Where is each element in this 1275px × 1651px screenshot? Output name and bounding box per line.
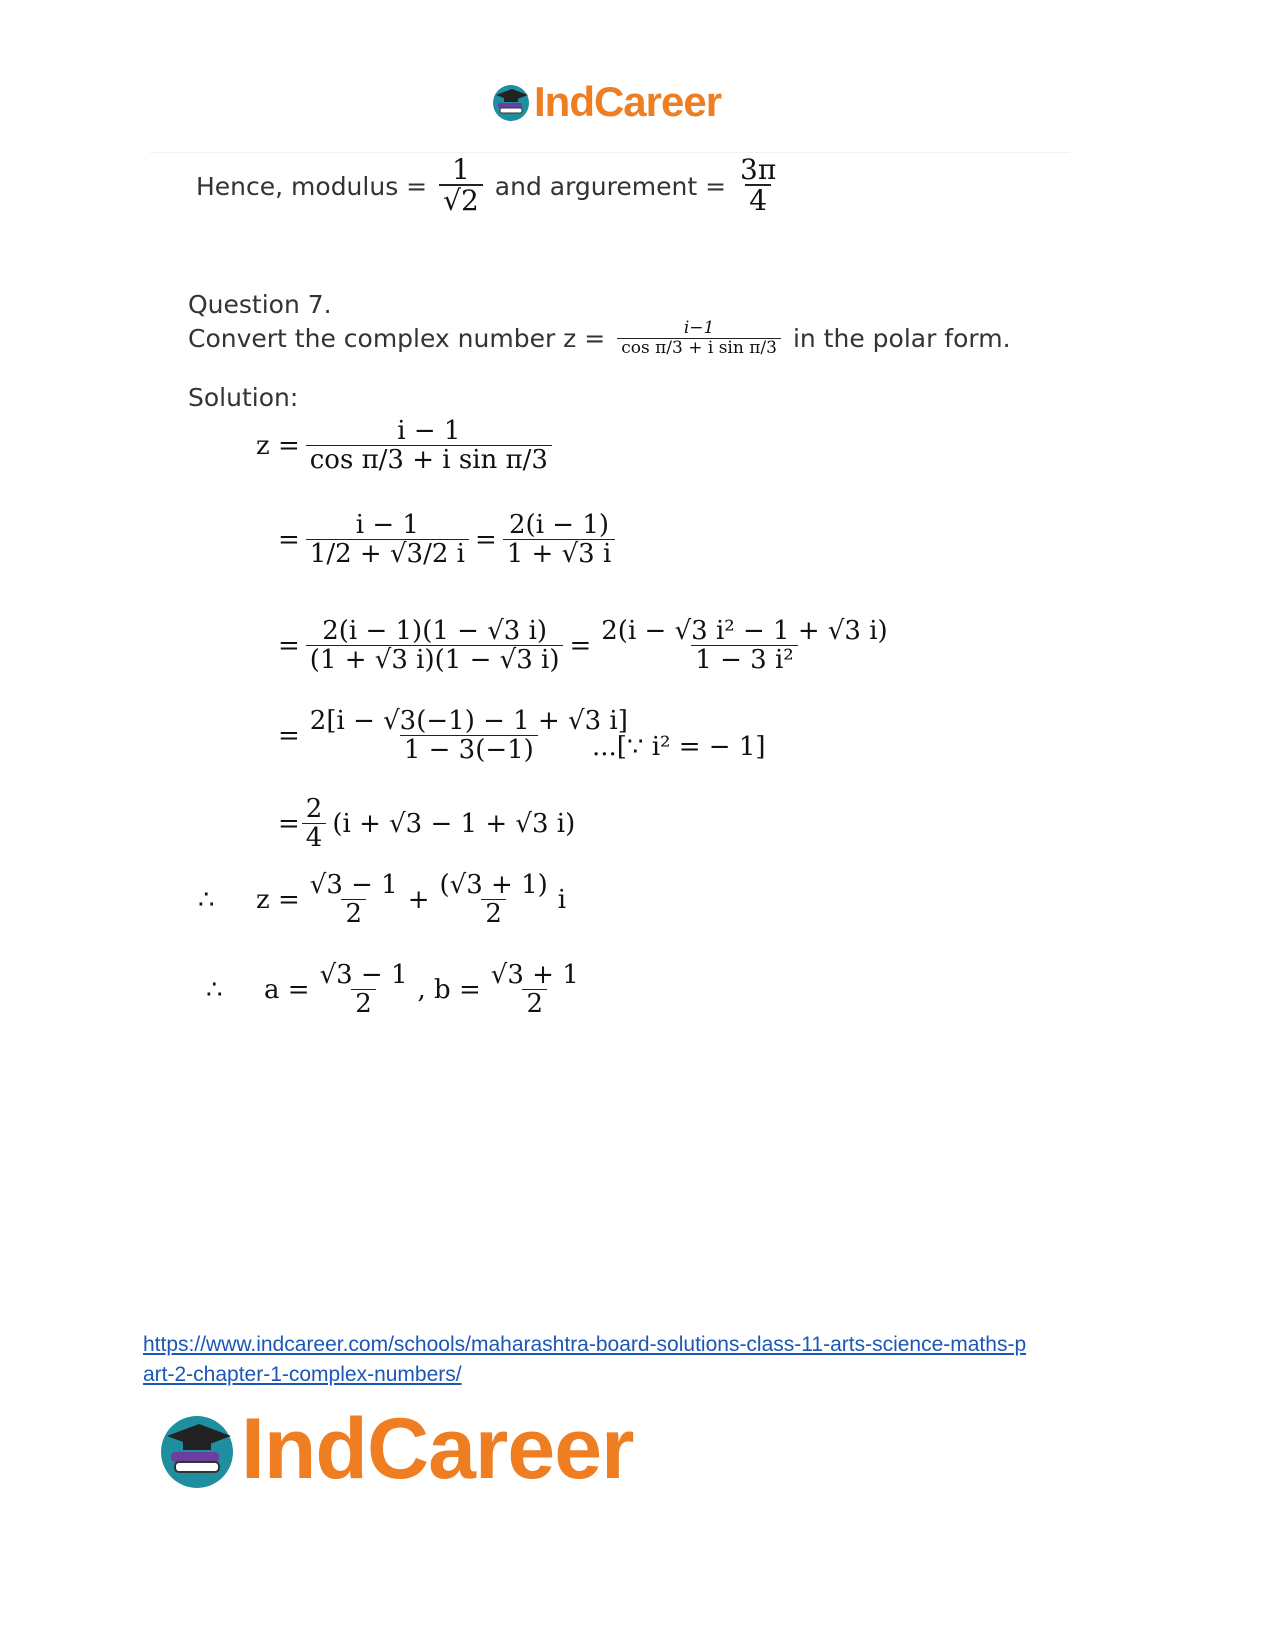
line3-equals-2: = [569, 631, 592, 662]
line4-denominator: 1 − 3(−1) [400, 735, 538, 765]
line7-a-lhs: a = [264, 975, 310, 1006]
solution-line-3 [278, 618, 898, 675]
line7-b-numerator: √3 + 1 [490, 960, 579, 990]
line6-lhs: z = [256, 885, 300, 916]
modulus-fraction [439, 155, 483, 217]
line3-numerator-1: 2(i − 1)(1 − √3 i) [322, 616, 548, 646]
line6-plus: + [407, 885, 430, 916]
solution-line-4 [278, 708, 638, 765]
line2-fraction-1 [306, 512, 469, 569]
question-text [188, 320, 1011, 358]
line1-denominator: cos π/3 + i sin π/3 [306, 445, 552, 475]
question-fraction [617, 320, 781, 358]
line6-numerator-1: √3 − 1 [309, 870, 398, 900]
solution-line-1 [256, 418, 558, 475]
line3-denominator-1: (1 + √3 i)(1 − √3 i) [306, 645, 564, 675]
solution-line-7 [206, 962, 589, 1019]
line3-fraction-2 [597, 618, 891, 675]
line3-fraction-1 [306, 618, 564, 675]
argument-denominator: 4 [745, 184, 771, 217]
line2-numerator-2: 2(i − 1) [509, 510, 610, 540]
graduation-cap-books-icon [155, 1408, 239, 1492]
footer-logo [155, 1400, 634, 1499]
question-text-before: Convert the complex number z = [188, 324, 606, 354]
solution-line-2 [278, 512, 621, 569]
answer-lead: Hence, modulus = [196, 171, 428, 201]
line1-fraction [306, 418, 552, 475]
line1-lhs: z = [256, 431, 300, 462]
line2-fraction-2 [503, 512, 616, 569]
line2-equals-2: = [474, 525, 497, 556]
previous-answer [196, 155, 790, 217]
line3-denominator-2: 1 − 3 i² [691, 645, 797, 675]
line6-fraction-1 [306, 872, 402, 929]
line7-b-fraction [487, 962, 583, 1019]
question-heading: Question 7. [188, 290, 332, 319]
line5-fraction [302, 796, 327, 853]
line4-equals: = [278, 721, 300, 752]
line6-tail: i [557, 885, 567, 916]
argument-fraction [736, 155, 780, 217]
line7-a-numerator: √3 − 1 [319, 960, 408, 990]
footer-link[interactable] [143, 1330, 1026, 1390]
answer-middle: and argurement = [494, 171, 727, 201]
line2-equals: = [278, 525, 300, 556]
line6-fraction-2 [436, 872, 552, 929]
modulus-denominator: √2 [439, 184, 483, 217]
line3-equals: = [278, 631, 300, 662]
line7-a-denominator: 2 [351, 989, 376, 1019]
header-divider [150, 152, 1070, 153]
line7-b-lhs: , b = [417, 975, 481, 1006]
line6-numerator-2: (√3 + 1) [439, 870, 548, 900]
footer-url-line-2[interactable]: art-2-chapter-1-complex-numbers/ [143, 1363, 462, 1386]
footer-logo-text: IndCareer [241, 1401, 634, 1497]
line7-therefore: ∴ [206, 975, 223, 1006]
question-numerator: i−1 [683, 318, 715, 338]
question-denominator: cos π/3 + i sin π/3 [617, 338, 781, 358]
line1-numerator: i − 1 [397, 416, 461, 446]
question-text-after: in the polar form. [792, 324, 1011, 354]
graduation-cap-books-icon [490, 81, 532, 123]
line2-denominator-2: 1 + √3 i [503, 539, 616, 569]
solution-line-5 [278, 796, 575, 853]
modulus-numerator: 1 [452, 153, 470, 186]
line5-denominator: 4 [302, 823, 327, 853]
line5-rest: (i + √3 − 1 + √3 i) [332, 809, 576, 840]
line2-denominator-1: 1/2 + √3/2 i [306, 539, 469, 569]
solution-heading: Solution: [188, 383, 299, 412]
line4-numerator: 2[i − √3(−1) − 1 + √3 i] [309, 706, 628, 736]
line3-numerator-2: 2(i − √3 i² − 1 + √3 i) [601, 616, 888, 646]
header-logo [490, 78, 721, 126]
line5-numerator: 2 [305, 794, 323, 824]
line6-therefore: ∴ [198, 885, 215, 916]
solution-line-6 [198, 872, 566, 929]
line4-note: ...[∵ i² = − 1] [592, 732, 766, 762]
argument-numerator: 3π [740, 153, 777, 186]
line5-equals: = [278, 809, 300, 840]
line7-a-fraction [316, 962, 412, 1019]
line7-b-denominator: 2 [522, 989, 547, 1019]
logo-text: IndCareer [534, 78, 722, 125]
line4-fraction [306, 708, 632, 765]
line6-denominator-1: 2 [341, 899, 366, 929]
footer-url-line-1[interactable]: https://www.indcareer.com/schools/maharashtra-board-solutions-class-11-arts-science-maths-p [143, 1333, 1027, 1356]
line6-denominator-2: 2 [481, 899, 506, 929]
line2-numerator-1: i − 1 [355, 510, 419, 540]
